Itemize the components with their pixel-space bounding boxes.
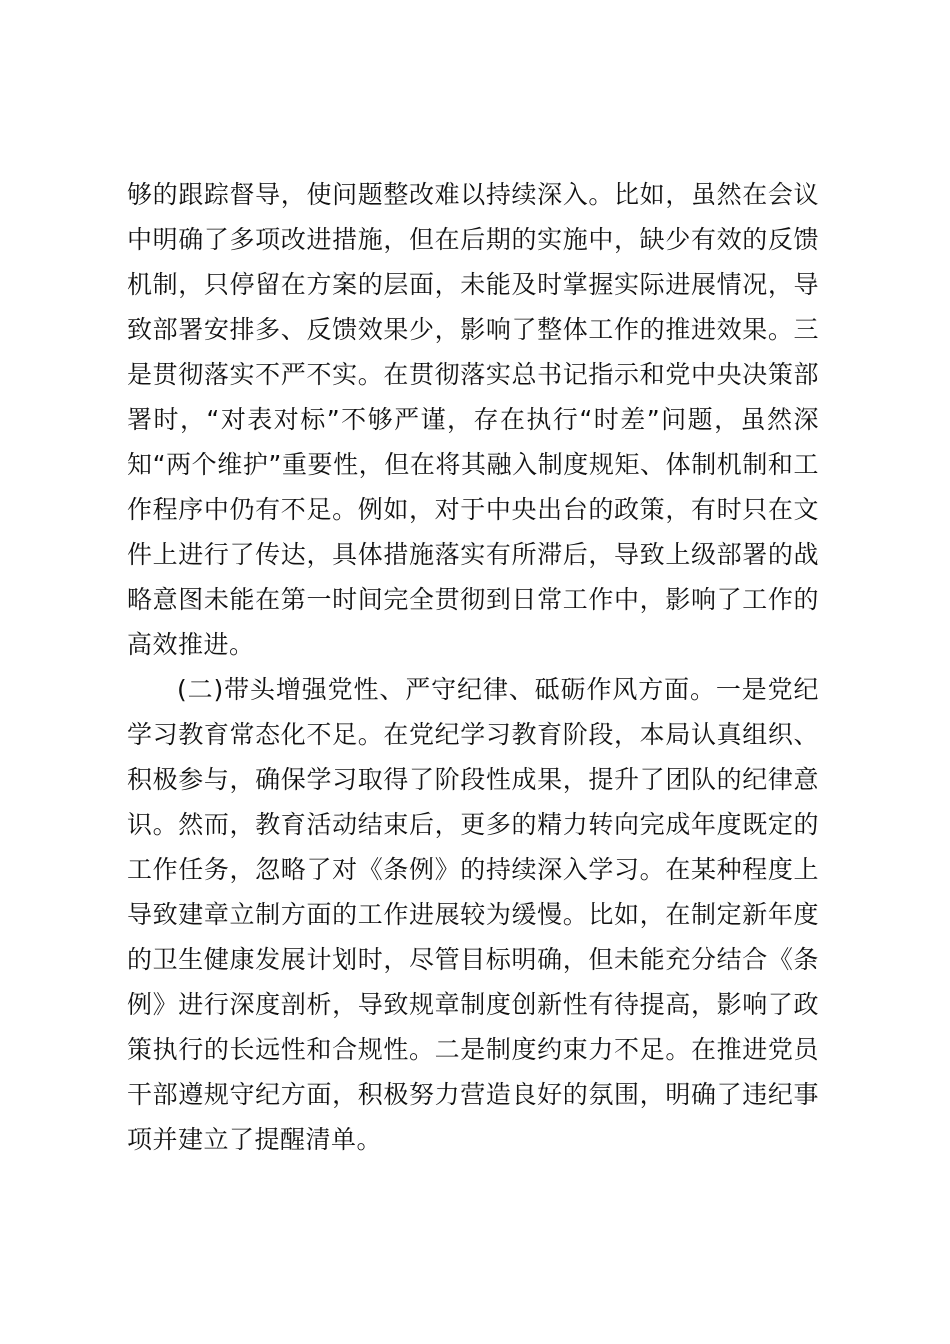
paragraph-continued: 够的跟踪督导，使问题整改难以持续深入。比如，虽然在会议中明确了多项改进措施，但在后期的实施中，缺少有效的反馈机制，只停留在方案的层面，未能及时掌握实际进展情况，导致部署安排多、反馈效果少，影响了整体工作的推进效果。三是贯彻落实不严不实。在贯彻落实总书记指示和党中央决策部署时，“对表对标”不够严谨，存在执行“时差”问题，虽然深知“两个维护”重要性，但在将其融入制度规矩、体制机制和工作程序中仍有不足。例如，对于中央出台的政策，有时只在文件上进行了传达，具体措施落实有所滞后，导致上级部署的战略意图未能在第一时间完全贯彻到日常工作中，影响了工作的高效推进。 <box>127 180 819 659</box>
document-body <box>127 172 819 1162</box>
paragraph-section-two: (二)带头增强党性、严守纪律、砥砺作风方面。一是党纪学习教育常态化不足。在党纪学习教育阶段，本局认真组织、积极参与，确保学习取得了阶段性成果，提升了团队的纪律意识。然而，教育活动结束后，更多的精力转向完成年度既定的工作任务，忽略了对《条例》的持续深入学习。在某种程度上导致建章立制方面的工作进展较为缓慢。比如，在制定新年度的卫生健康发展计划时，尽管目标明确，但未能充分结合《条例》进行深度剖析，导致规章制度创新性有待提高，影响了政策执行的长远性和合规性。二是制度约束力不足。在推进党员干部遵规守纪方面，积极努力营造良好的氛围，明确了违纪事项并建立了提醒清单。 <box>127 675 819 1154</box>
